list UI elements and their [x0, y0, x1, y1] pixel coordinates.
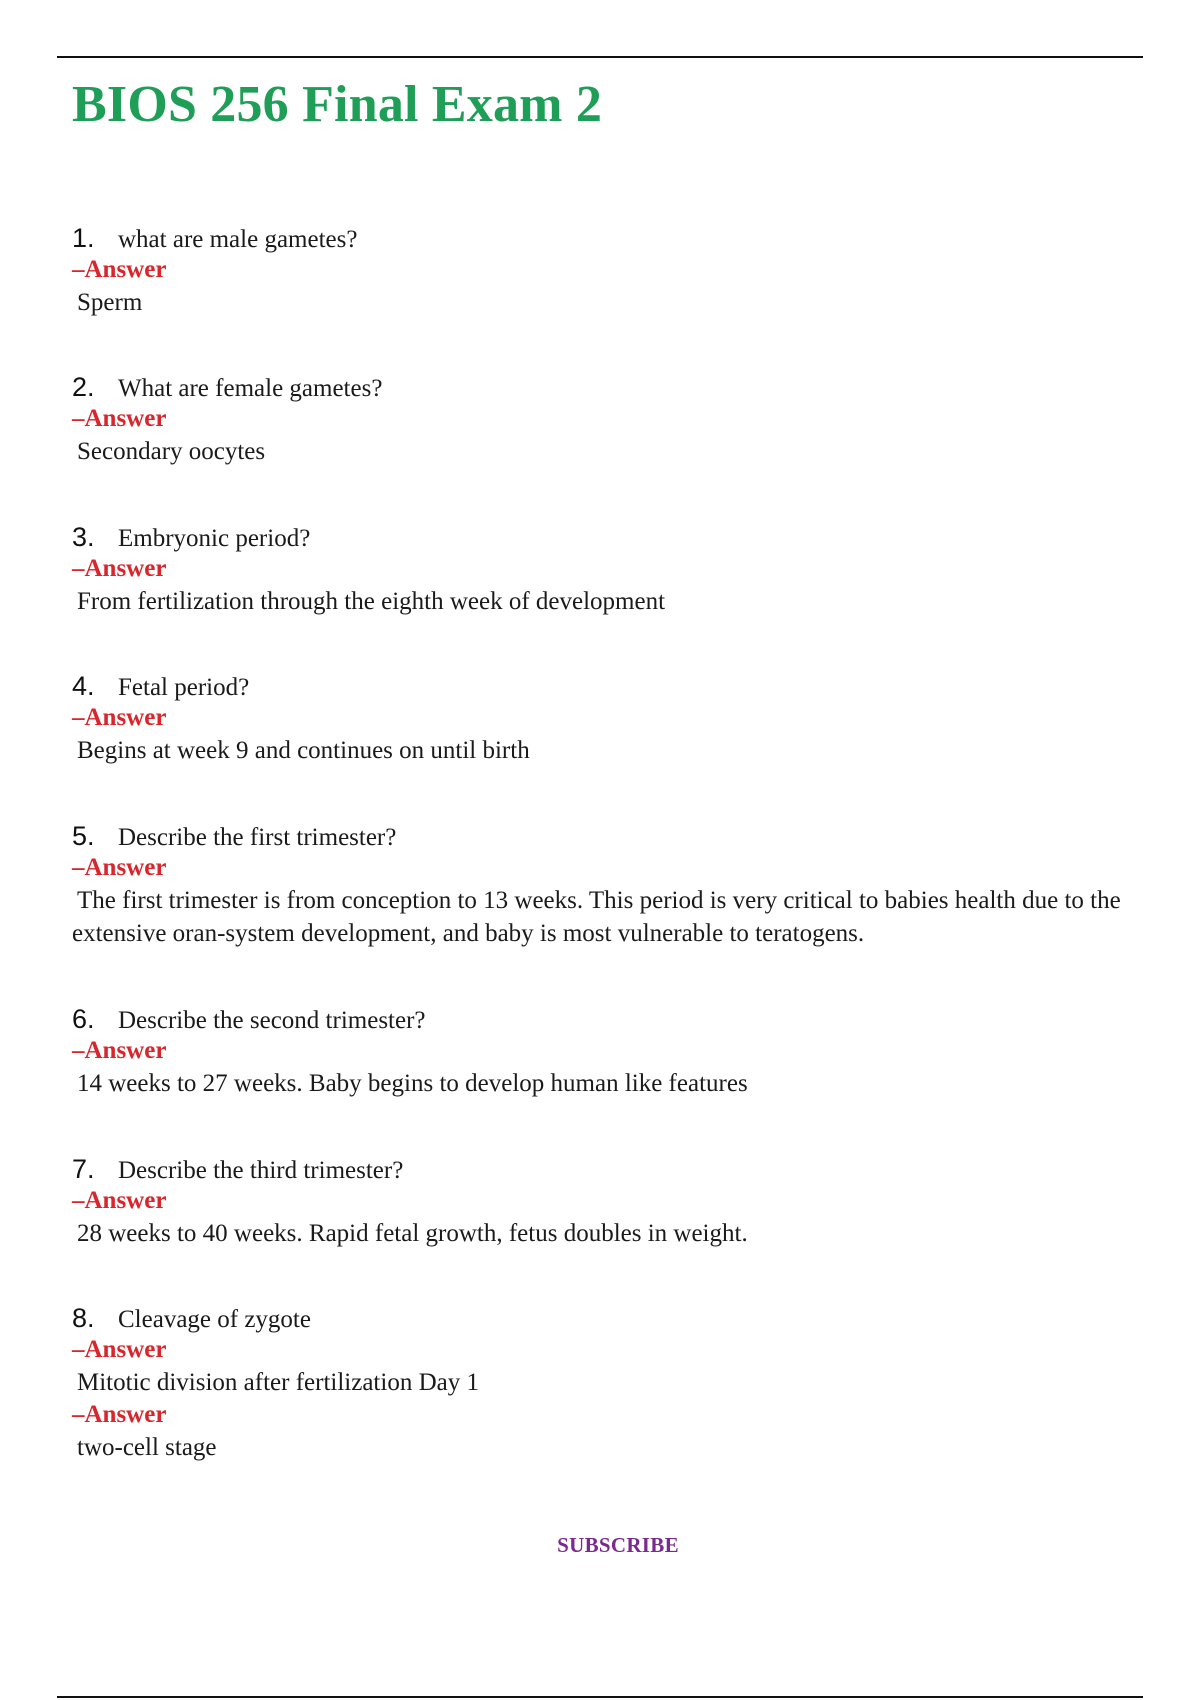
- answer-label: –Answer: [72, 1187, 167, 1214]
- question-line: [72, 521, 1142, 553]
- question-text: what are male gametes?: [118, 226, 358, 253]
- question-item: [72, 1003, 1142, 1100]
- question-line: [72, 820, 1142, 852]
- question-line: [72, 670, 1142, 702]
- answer-text: 28 weeks to 40 weeks. Rapid fetal growth, fetus doubles in weight.: [77, 1220, 748, 1247]
- subscribe-link[interactable]: SUBSCRIBE: [557, 1533, 679, 1557]
- question-text: Describe the first trimester?: [118, 824, 397, 851]
- answer-text: Secondary oocytes: [77, 438, 266, 465]
- question-line: [72, 371, 1142, 403]
- question-text: Describe the third trimester?: [118, 1157, 404, 1184]
- question-item: [72, 222, 1142, 319]
- question-line: [72, 222, 1142, 254]
- question-item: [72, 1302, 1142, 1464]
- question-item: [72, 670, 1142, 767]
- answer-label: –Answer: [72, 256, 167, 283]
- answer-label: –Answer: [72, 1037, 167, 1064]
- top-rule: [57, 56, 1143, 58]
- question-text: Cleavage of zygote: [118, 1306, 311, 1333]
- question-number: 4.: [72, 671, 95, 701]
- question-number: 5.: [72, 821, 95, 851]
- question-line: [72, 1153, 1142, 1185]
- answer-label: –Answer: [72, 704, 167, 731]
- question-item: [72, 820, 1142, 950]
- answer-text: Begins at week 9 and continues on until birth: [77, 737, 530, 764]
- answer-label: –Answer: [72, 555, 167, 582]
- question-number: 2.: [72, 372, 95, 402]
- answer-text: Sperm: [77, 289, 143, 316]
- answer-label: –Answer: [72, 854, 167, 881]
- answer-text: From fertilization through the eighth week of development: [77, 588, 666, 615]
- question-text: Embryonic period?: [118, 525, 311, 552]
- question-line: [72, 1003, 1142, 1035]
- bottom-rule: [57, 1696, 1143, 1698]
- question-text: What are female gametes?: [118, 375, 383, 402]
- answer-text: two-cell stage: [77, 1434, 217, 1461]
- answer-label: –Answer: [72, 405, 167, 432]
- answer-label: –Answer: [72, 1401, 167, 1428]
- question-number: 1.: [72, 223, 95, 253]
- answer-text: The first trimester is from conception to 13 weeks. This period is very critical to babies health due to the extensive oran-system development, and baby is most vulnerable to teratogens.: [72, 887, 1121, 947]
- question-text: Describe the second trimester?: [118, 1007, 426, 1034]
- question-item: [72, 521, 1142, 618]
- question-number: 6.: [72, 1004, 95, 1034]
- question-item: [72, 1153, 1142, 1250]
- document-title: BIOS 256 Final Exam 2: [72, 76, 603, 133]
- question-number: 8.: [72, 1303, 95, 1333]
- answer-label: –Answer: [72, 1336, 167, 1363]
- question-line: [72, 1302, 1142, 1334]
- question-item: [72, 371, 1142, 468]
- answer-text: 14 weeks to 27 weeks. Baby begins to develop human like features: [77, 1070, 748, 1097]
- question-text: Fetal period?: [118, 674, 250, 701]
- answer-text: Mitotic division after fertilization Day 1: [77, 1369, 479, 1396]
- question-number: 3.: [72, 522, 95, 552]
- question-number: 7.: [72, 1154, 95, 1184]
